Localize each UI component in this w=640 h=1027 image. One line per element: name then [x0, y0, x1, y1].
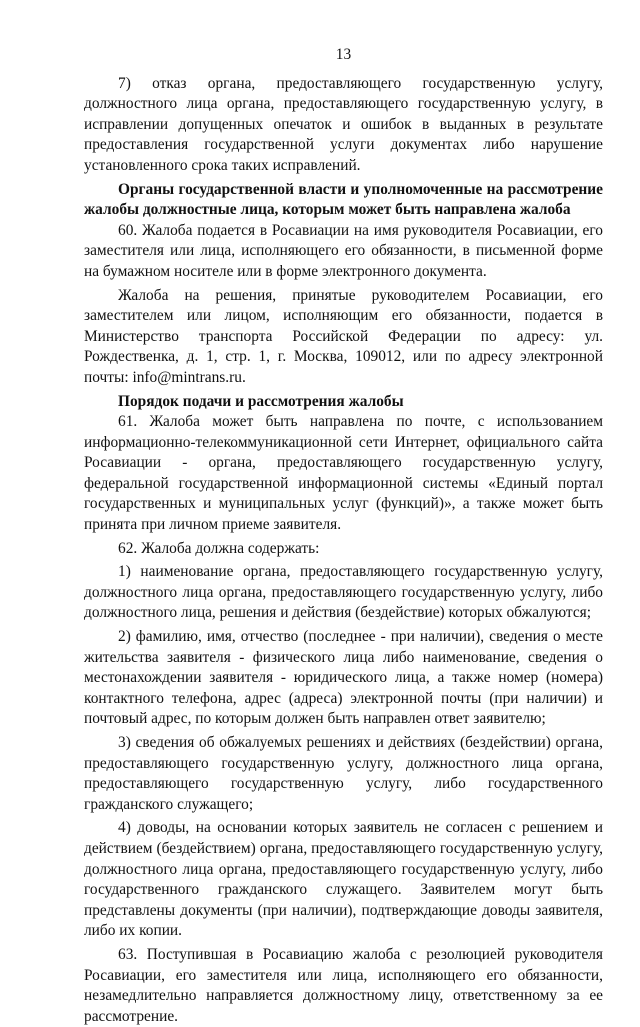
paragraph-item-63: 63. Поступившая в Росавиацию жалоба с резолюцией руководителя Росавиации, его заместителя или лица, исполняющего его обязанности, незамедлительно направляется должностному лицу, ответственному за ее рассмотрение. — [84, 945, 603, 1025]
page-number: 13 — [335, 46, 352, 63]
section-heading-authorities: Органы государственной власти и уполномоченные на рассмотрение жалобы должностные лица, которым может быть направлена жалоба — [84, 180, 603, 219]
paragraph-item-7: 7) отказ органа, предоставляющего государственную услугу, должностного лица органа, предоставляющего государственную услугу, в исправлении допущенных опечаток и ошибок в выданных в результате предоставления государственной услуги документах либо нарушение установленного срока таких исправлений. — [84, 74, 603, 174]
section-heading-procedure: Порядок подачи и рассмотрения жалобы — [118, 392, 404, 410]
paragraph-item-60: 60. Жалоба подается в Росавиации на имя руководителя Росавиации, его заместителя или лица, исполняющего его обязанности, в письменной форме на бумажном носителе или в форме электронного документа. — [84, 221, 603, 280]
list-item-62-1: 1) наименование органа, предоставляющего государственную услугу, должностного лица органа, предоставляющего государственную услугу, либо должностного лица, решения и действия (бездействие) которых обжалуются; — [84, 563, 603, 622]
list-item-62-2: 2) фамилию, имя, отчество (последнее - при наличии), сведения о месте жительства заявителя - физического лица либо наименование, сведения о местонахождении заявителя - юридического лица, а также номер (номера) контактного телефона, адрес (адреса) электронной почты (при наличии) и почтовый адрес, по которым должен быть направлен ответ заявителю; — [84, 628, 603, 728]
list-item-62-4: 4) доводы, на основании которых заявитель не согласен с решением и действием (бездействием) органа, предоставляющего государственную услугу, должностного лица органа, предоставляющего государственную услугу, либо государственного гражданского служащего. Заявителем могут быть представлены документы (при наличии), подтверждающие доводы заявителя, либо их копии. — [84, 819, 603, 940]
list-item-62-3: 3) сведения об обжалуемых решениях и действиях (бездействии) органа, предоставляющего государственную услугу, должностного лица органа, предоставляющего государственную услугу, либо государственного гражданского служащего; — [84, 734, 603, 813]
paragraph-item-62: 62. Жалоба должна содержать: — [118, 539, 320, 557]
paragraph-item-60-continued: Жалоба на решения, принятые руководителем Росавиации, его заместителем или лицом, исполняющим его обязанности, подается в Министерство транспорта Российской Федерации по адресу: ул. Рождественка, д. 1, стр. 1, г. Москва, 109012, или по адресу электронной почты: info@mintrans.ru. — [84, 286, 603, 386]
paragraph-item-61: 61. Жалоба может быть направлена по почте, с использованием информационно-телекоммуникационной сети Интернет, официального сайта Росавиации - органа, предоставляющего государственную услугу, федеральной государственной информационной системы «Единый портал государственных и муниципальных услуг (функций)», а также может быть принята при личном приеме заявителя. — [84, 413, 603, 534]
